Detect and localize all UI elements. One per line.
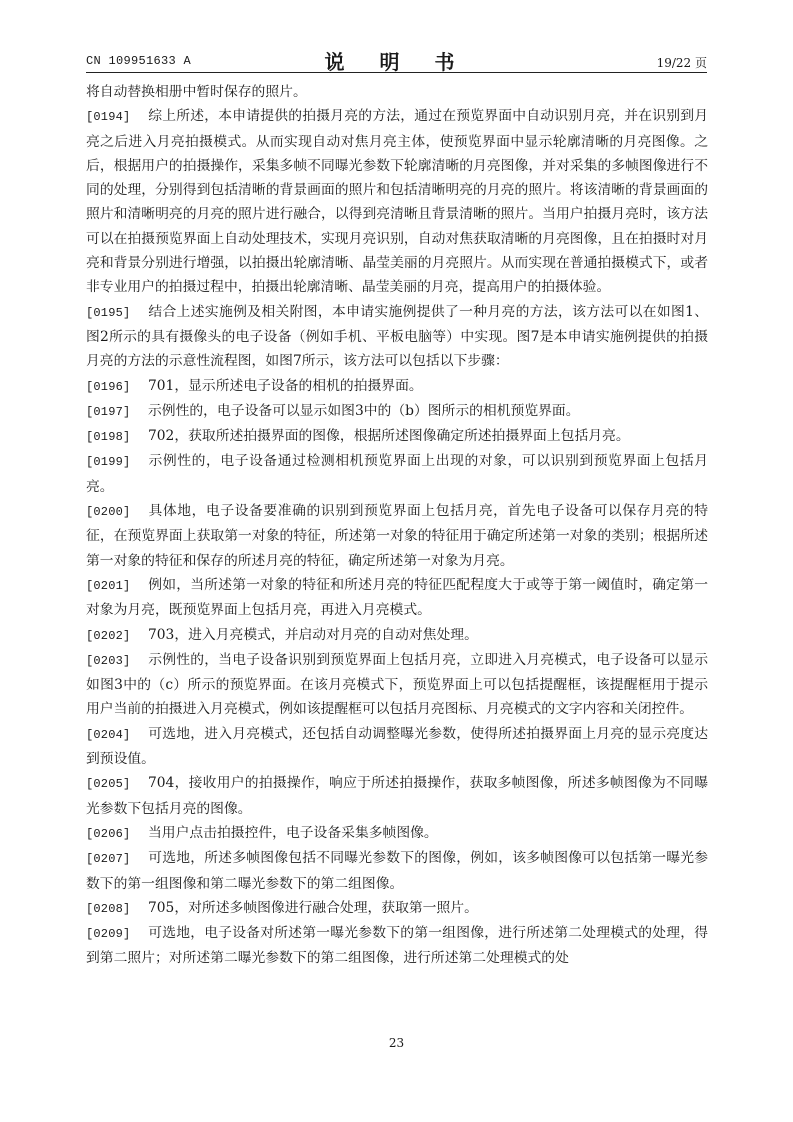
paragraph-text: 可选地，进入月亮模式，还包括自动调整曝光参数，使得所述拍摄界面上月亮的显示亮度达到预设值。: [86, 725, 708, 768]
page-header: [86, 46, 707, 73]
paragraph: [86, 374, 708, 399]
continuation-paragraph: 将自动替换相册中暂时保存的照片。: [86, 84, 307, 100]
paragraph-number: [0208]: [86, 901, 131, 916]
paragraph: [86, 300, 708, 374]
paragraph: [86, 449, 708, 499]
paragraph-number: [0209]: [86, 927, 131, 942]
paragraph: [86, 648, 708, 722]
paragraph-text: 结合上述实施例及相关附图，本申请实施例提供了一种月亮的方法，该方法可以在如图1、图2所示的具有摄像头的电子设备（例如手机、平板电脑等）中实现。图7是本申请实施例提供的拍摄月亮的方法的示意性流程图，如图7所示，该方法可以包括以下步骤：: [86, 303, 708, 370]
paragraph-number: [0201]: [86, 578, 131, 593]
paragraph-text: 705，对所述多帧图像进行融合处理，获取第一照片。: [148, 899, 478, 916]
paragraph-text: 701，显示所述电子设备的相机的拍摄界面。: [148, 377, 423, 394]
paragraph: [86, 821, 708, 846]
paragraph-number: [0199]: [86, 455, 131, 470]
paragraph: [86, 846, 708, 896]
paragraph-number: [0198]: [86, 430, 131, 445]
paragraph-number: [0206]: [86, 826, 131, 841]
paragraph-number: [0196]: [86, 379, 131, 394]
paragraph: [86, 104, 708, 299]
paragraph: [86, 399, 708, 424]
paragraph-text: 703，进入月亮模式，并启动对月亮的自动对焦处理。: [148, 626, 478, 643]
paragraph-number: [0203]: [86, 653, 131, 668]
paragraph: [86, 424, 708, 449]
paragraph: [86, 623, 708, 648]
page-indicator: 19/22 页: [656, 56, 707, 70]
paragraph-number: [0200]: [86, 505, 131, 520]
document-title: 说 明 书: [324, 50, 469, 74]
page-number: 23: [388, 1036, 405, 1050]
paragraph: [86, 896, 708, 921]
paragraph-number: [0204]: [86, 727, 131, 742]
paragraph-list: [86, 104, 708, 970]
paragraph-text: 可选地，所述多帧图像包括不同曝光参数下的图像，例如，该多帧图像可以包括第一曝光参数下的第一组图像和第二曝光参数下的第二组图像。: [86, 850, 708, 892]
paragraph-number: [0202]: [86, 628, 131, 643]
paragraph: [86, 921, 708, 971]
paragraph-text: 例如，当所述第一对象的特征和所述月亮的特征匹配程度大于或等于第一阈值时，确定第一对象为月亮，既预览界面上包括月亮，再进入月亮模式。: [86, 576, 708, 619]
paragraph: [86, 771, 708, 821]
paragraph-text: 可选地，电子设备对所述第一曝光参数下的第一组图像，进行所述第二处理模式的处理，得到第二照片；对所述第二曝光参数下的第二组图像，进行所述第二处理模式的处: [86, 925, 708, 967]
paragraph-text: 综上所述，本申请提供的拍摄月亮的方法，通过在预览界面中自动识别月亮，并在识别到月亮之后进入月亮拍摄模式。从而实现自动对焦月亮主体，使预览界面中显示轮廓清晰的月亮图像。之后，根据用户的拍摄操作，采集多帧不同曝光参数下轮廓清晰的月亮图像，并对采集的多帧图像进行不同的处理，分别得到包括清晰的背景画面的照片和包括清晰明亮的月亮的照片。将该清晰的背景画面的照片和清晰明亮的月亮的照片进行融合，以得到亮清晰且背景清晰的照片。当用户拍摄月亮时，该方法可以在拍摄预览界面上自动处理技术，实现月亮识别，自动对焦获取清晰的月亮图像，且在拍摄时对月亮和背景分别进行增强，以拍摄出轮廓清晰、晶莹美丽的月亮照片。从而实现在普通拍摄模式下，或者非专业用户的拍摄过程中，拍摄出轮廓清晰、晶莹美丽的月亮，提高用户的拍摄体验。: [86, 108, 708, 296]
document-body: [86, 80, 708, 971]
paragraph-text: 示例性的，电子设备可以显示如图3中的（b）图所示的相机预览界面。: [148, 402, 580, 419]
paragraph-number: [0195]: [86, 305, 131, 320]
paragraph-text: 702，获取所述拍摄界面的图像，根据所述图像确定所述拍摄界面上包括月亮。: [148, 428, 630, 445]
paragraph-text: 示例性的，当电子设备识别到预览界面上包括月亮，立即进入月亮模式，电子设备可以显示如图3中的（c）所示的预览界面。在该月亮模式下，预览界面上可以包括提醒框，该提醒框用于提示用户当前的拍摄进入月亮模式，例如该提醒框可以包括月亮图标、月亮模式的文字内容和关闭控件。: [86, 651, 708, 718]
paragraph: [86, 722, 708, 772]
paragraph-text: 具体地，电子设备要准确的识别到预览界面上包括月亮，首先电子设备可以保存月亮的特征，在预览界面上获取第一对象的特征，所述第一对象的特征用于确定所述第一对象的类别；根据所述第一对象的特征和保存的所述月亮的特征，确定所述第一对象为月亮。: [86, 503, 708, 569]
patent-number: CN 109951633 A: [86, 54, 192, 68]
paragraph-number: [0194]: [86, 110, 131, 125]
paragraph-number: [0207]: [86, 852, 131, 867]
page-footer: [0, 1036, 793, 1050]
paragraph: [86, 499, 708, 573]
paragraph: [86, 573, 708, 623]
paragraph-text: 当用户点击拍摄控件，电子设备采集多帧图像。: [148, 824, 438, 841]
paragraph-text: 示例性的，电子设备通过检测相机预览界面上出现的对象，可以识别到预览界面上包括月亮。: [86, 453, 708, 495]
paragraph-text: 704，接收用户的拍摄操作，响应于所述拍摄操作，获取多帧图像，所述多帧图像为不同曝光参数下包括月亮的图像。: [86, 775, 708, 817]
paragraph-number: [0197]: [86, 404, 131, 419]
paragraph-number: [0205]: [86, 777, 131, 792]
